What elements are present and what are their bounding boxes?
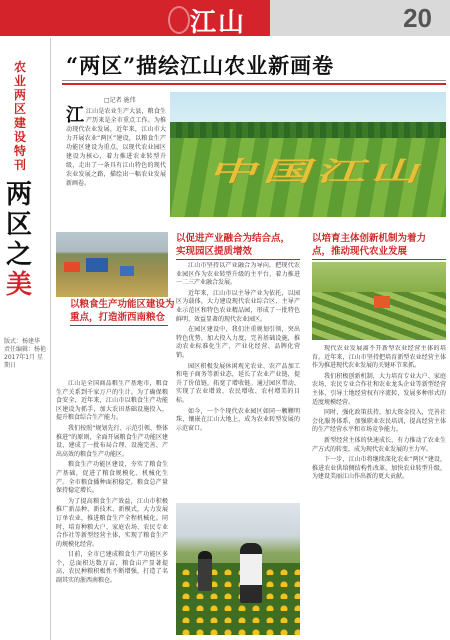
column-divider bbox=[50, 38, 51, 640]
column-title-char: 美 bbox=[6, 270, 33, 300]
flower-bed bbox=[176, 563, 300, 635]
main-photo-field bbox=[170, 92, 446, 217]
article-column-3 bbox=[312, 345, 446, 637]
column-title bbox=[6, 180, 40, 300]
left-column bbox=[0, 38, 50, 640]
paragraph: 现代农业发展离不开新型农业经营主体的培育。近年来，江山市坚持把培育新型农业经营主体作为推进现代农业发展的关键环节来抓。 bbox=[312, 345, 446, 370]
section-title: 江山 bbox=[190, 8, 247, 38]
paragraph: 近年来，江山市以主导产业为依托，以园区为载体，大力建设现代农业综合区、主导产业示范区和特色农业精品园，形成了一批特色鲜明、效益显著的现代农业园区。 bbox=[176, 289, 300, 323]
tree-line bbox=[170, 122, 446, 138]
section-rule bbox=[312, 259, 446, 260]
paragraph: 在园区建设中，我们注重规划引领，突出特色优势，加大投入力度，完善基础设施，推动农业标准化生产、产业化经营、品牌化营销。 bbox=[176, 326, 300, 359]
article-column-2 bbox=[176, 262, 300, 498]
harvester-shape bbox=[120, 266, 134, 276]
tractor-photo bbox=[312, 262, 446, 340]
harvest-photo bbox=[56, 232, 168, 297]
paragraph: 江山是全国商品粮生产基地市，粮食生产关系到千家万户的生计。为了确保粮食安全，近年来，江山市以粮食生产功能区建设为抓手，加大农田基础设施投入，提升粮食综合生产能力。 bbox=[56, 380, 168, 422]
tractor-shape bbox=[374, 296, 390, 308]
intro-text: 江山是农业生产大县，粮食生产历来是全市重点工作。为推动现代农业发展，近年来，江山市大力开展农业“两区”建设，以粮食生产功能区建设为重点，以现代农业园区建设为核心，着力推进农业转型升级，走出了一条具有江山特色的现代农业发展之路，描绘出一幅农业发展新画卷。 bbox=[66, 108, 166, 187]
paragraph: 江山市坚持以产业融合为导向，把现代农业园区作为农业转型升级的主平台，着力推进一二三产业融合发展。 bbox=[176, 262, 300, 287]
column-title-char: 两 bbox=[6, 180, 33, 210]
field-art-text: 中国江山 bbox=[205, 156, 434, 187]
page-headline: “两区”描绘江山农业新画卷 bbox=[66, 53, 335, 78]
paragraph: 下一步，江山市将继续深化农业“两区”建设，推进农业供给侧结构性改革，加快农业转型升级，为建设美丽江山作出新的更大贡献。 bbox=[312, 456, 446, 481]
paragraph: 同时，强化政策扶持，加大资金投入，完善社会化服务体系，加强职业农民培训，提高经营主体的生产经营水平和市场竞争能力。 bbox=[312, 409, 446, 434]
reporter-byline: □记者 施伟 bbox=[104, 97, 136, 104]
paragraph: 目前，全市已建成粮食生产功能区多个，总面积达数万亩，粮食亩产显著提高，农民种粮积极性不断增强，打造了名副其实的浙西南粮仓。 bbox=[56, 551, 168, 585]
edition-info: 版式：杨建华 责任编辑：杨艳 2017年1月 星期日 bbox=[4, 338, 47, 369]
paragraph: 粮食生产功能区建设，夯实了粮食生产基础，促进了粮食规模化、机械化生产。全市粮食播种面积稳定，粮食总产量保持稳定增长。 bbox=[56, 461, 168, 495]
truck-shape bbox=[64, 262, 80, 272]
drop-cap: 江 bbox=[66, 105, 84, 126]
paragraph: 如今，一个个现代农业园区如同一颗颗明珠，镶嵌在江山大地上，成为农业转型发展的示范窗口。 bbox=[176, 407, 300, 432]
special-issue-tag: 农业两区建设特刊 bbox=[14, 60, 27, 172]
paragraph: 新型经营主体的快速成长，有力推动了农业生产方式的转变，成为现代农业发展的主力军。 bbox=[312, 436, 446, 453]
headline-rule-red bbox=[62, 83, 446, 85]
article-column-1 bbox=[56, 380, 168, 636]
section-heading-1: 以粮食生产功能区建设为重点，打造浙西南粮仓 bbox=[70, 299, 175, 323]
column-title-char: 区 bbox=[6, 210, 33, 240]
section-heading-3: 以培育主体创新机制为着力点，推动现代农业发展 bbox=[312, 233, 427, 257]
column-title-char: 之 bbox=[6, 240, 33, 270]
flower-field-photo bbox=[176, 503, 300, 635]
person-shape bbox=[198, 551, 212, 591]
section-heading-2: 以促进产业融合为结合点，实现园区提质增效 bbox=[176, 233, 291, 257]
paragraph: 为了提高粮食生产效益，江山市积极推广新品种、新技术、新模式，大力发展订单农业，推进粮食生产全程机械化。同时，培育种粮大户、家庭农场、农民专业合作社等新型经营主体，实现了粮食生产的规模化经营。 bbox=[56, 497, 168, 548]
masthead-ornament-icon bbox=[168, 6, 190, 34]
masthead bbox=[0, 0, 450, 38]
section-rule bbox=[70, 325, 168, 326]
paragraph: 我们积极创新机制，大力培育专业大户、家庭农场、农民专业合作社和农业龙头企业等新型经营主体，引导土地经营权有序流转，发展多种形式的适度规模经营。 bbox=[312, 372, 446, 406]
intro-paragraph bbox=[66, 107, 166, 188]
paragraph: 园区积极发展休闲观光农业、农产品加工和电子商务等新业态，延长了农业产业链，提升了价值链，拓宽了增收链。通过园区带动，实现了农业增效、农民增收、农村增美的目标。 bbox=[176, 362, 300, 404]
page-number: 20 bbox=[403, 3, 432, 33]
harvester-shape bbox=[86, 258, 108, 272]
section-rule bbox=[176, 259, 300, 260]
paragraph: 我们按照“规划先行、示范引领、整体推进”的原则，全面开展粮食生产功能区建设，建成了一批布局合理、设施完善、产出高效的粮食生产功能区。 bbox=[56, 424, 168, 458]
headline-rule bbox=[62, 80, 446, 81]
person-shape bbox=[240, 543, 262, 603]
